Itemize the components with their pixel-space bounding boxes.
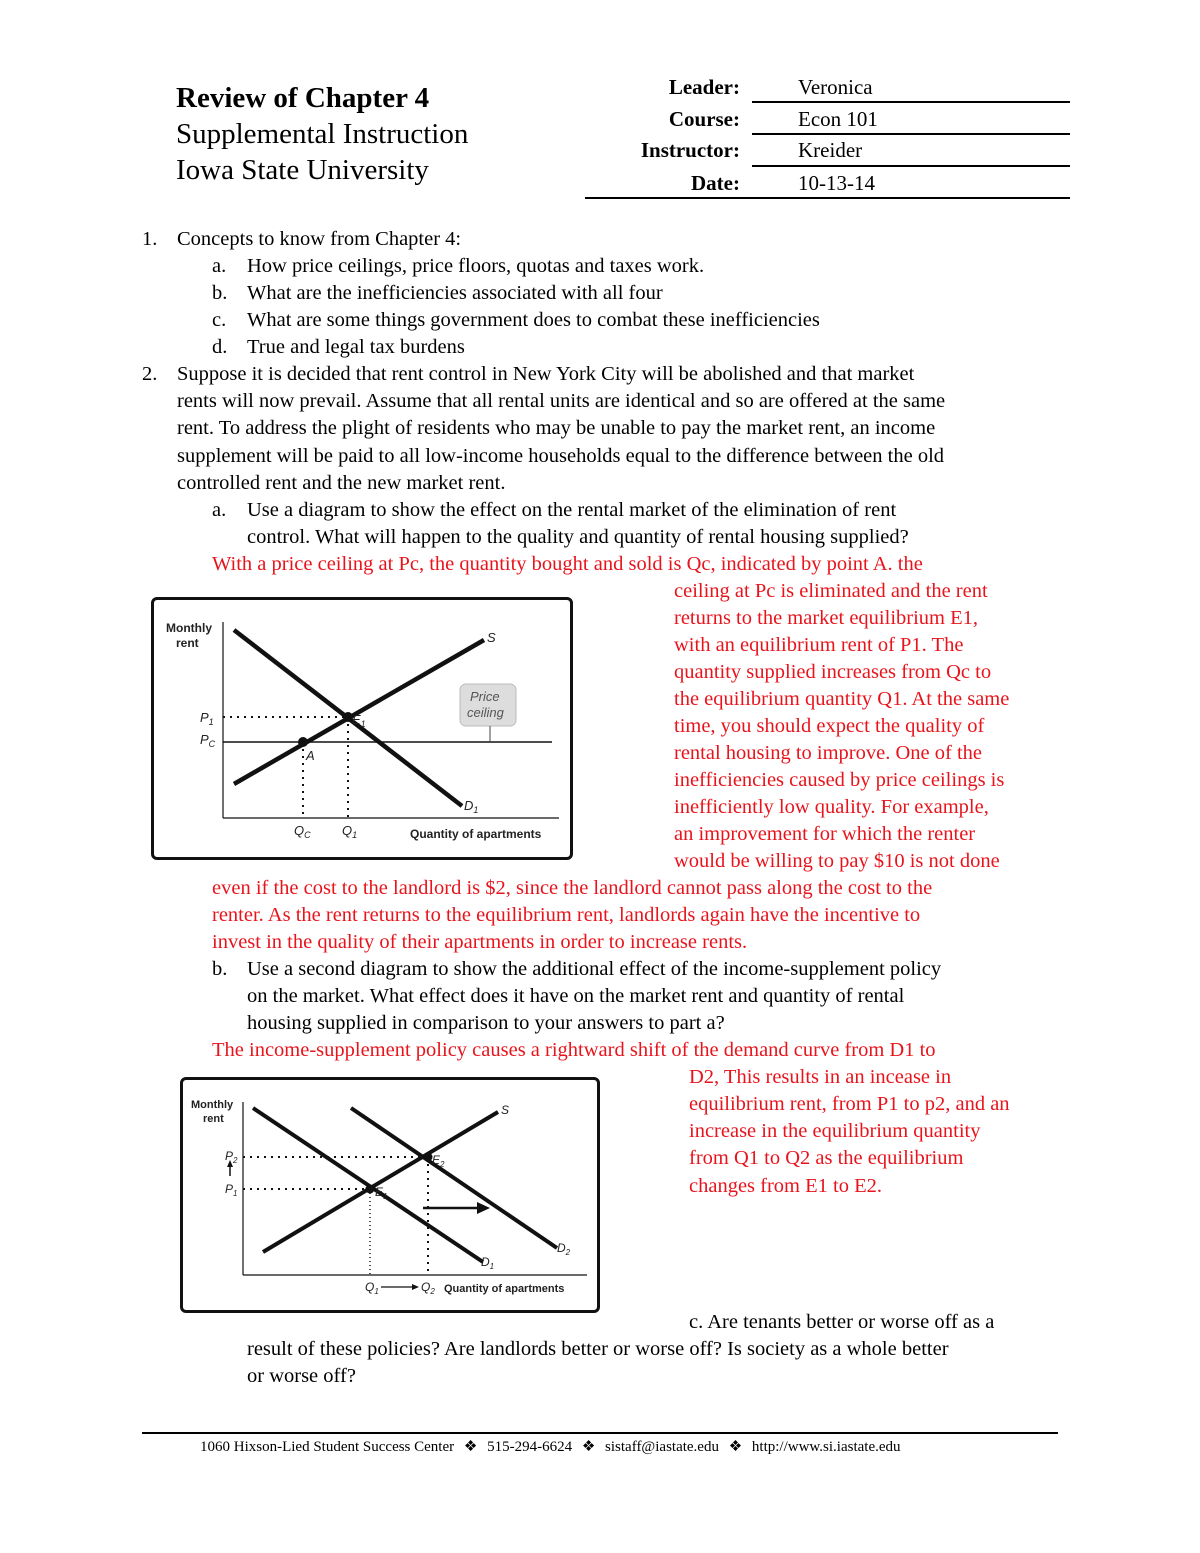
q1-text: Concepts to know from Chapter 4: (177, 228, 462, 250)
fig1-p1-label: $P_1$ (200, 710, 214, 727)
fig2-shift-arrowhead (477, 1202, 490, 1214)
fig1-ylabel-line2: rent (176, 636, 199, 650)
fig1-a-label: A (306, 748, 315, 763)
fig2-p1-label: $P_1$ (225, 1182, 238, 1198)
date-value: 10-13-14 (798, 171, 875, 195)
fig1-demand-label: $D_1$ (464, 798, 479, 815)
q2a-answer-side-line: ceiling at Pc is eliminated and the rent (674, 580, 988, 602)
footer-phone: 515-294-6624 (487, 1439, 573, 1455)
q1-item-text: What are some things government does to combat these inefficiencies (247, 309, 820, 331)
q2a-answer-side-line: inefficiencies caused by price ceilings is (674, 769, 1005, 791)
q2a-answer-side-line: would be willing to pay $10 is not done (674, 850, 1000, 872)
q2a-answer-side-line: with an equilibrium rent of P1. The (674, 634, 964, 656)
q2b-letter: b. (212, 958, 228, 980)
fig2-ylabel-line2: rent (203, 1113, 224, 1125)
fig1-xlabel: Quantity of apartments (410, 827, 542, 841)
leader-value: Veronica (798, 75, 873, 99)
q1-item-letter: c. (212, 309, 227, 331)
q2a-answer-side-line: inefficiently low quality. For example, (674, 796, 989, 818)
q2b-line: on the market. What effect does it have on the market rent and quantity of rental (247, 985, 905, 1007)
course-value: Econ 101 (798, 107, 878, 131)
course-label: Course: (668, 107, 740, 131)
q2c-line: or worse off? (247, 1365, 356, 1387)
fig1-ceiling-label-line2: ceiling (467, 705, 504, 720)
q2a-answer-line: renter. As the rent returns to the equilibrium rent, landlords again have the incentive to (212, 904, 921, 926)
fig2-d2-label: $D_2$ (557, 1241, 571, 1257)
footer-separator-icon: ❖ (581, 1439, 596, 1455)
price-ceiling-diagram (154, 600, 570, 857)
fig2-q2-label: $Q_2$ (421, 1280, 435, 1296)
fig1-supply-label: S (487, 630, 496, 645)
q1-number: 1. (142, 228, 158, 250)
q2a-answer-side-line: quantity supplied increases from Qc to (674, 661, 992, 683)
q2a-line: control. What will happen to the quality and quantity of rental housing supplied? (247, 526, 909, 548)
leader-label: Leader: (668, 75, 740, 99)
fig1-ceiling-label-line1: Price (470, 689, 500, 704)
course-underline (752, 133, 1070, 135)
document-title: Review of Chapter 4 (176, 82, 430, 114)
q2a-answer-side-line: time, you should expect the quality of (674, 715, 985, 737)
fig2-p2-label: $P_2$ (225, 1149, 238, 1165)
figure-income-supplement (180, 1077, 600, 1313)
document-subtitle-university: Iowa State University (176, 154, 429, 186)
footer-url-link[interactable]: http://www.si.iastate.edu (751, 1439, 901, 1455)
fig2-quantity-arrowhead (412, 1284, 419, 1290)
fig2-e1-label: $E_1$ (375, 1185, 388, 1201)
q2a-answer-side-line: rental housing to improve. One of the (674, 742, 983, 764)
q2a-answer-line: even if the cost to the landlord is $2, since the landlord cannot pass along the cost to the (212, 877, 933, 899)
fig1-qc-label: $Q_C$ (294, 823, 311, 840)
q2b-answer-side-line: D2, This results in an incease in (689, 1066, 952, 1088)
fig1-pc-label: $P_C$ (200, 732, 216, 749)
fig2-supply-label: S (501, 1103, 510, 1117)
document-subtitle-program: Supplemental Instruction (176, 118, 469, 150)
q2-line: rents will now prevail. Assume that all rental units are identical and so are offered at the same (177, 390, 946, 412)
q2-line: Suppose it is decided that rent control in New York City will be abolished and that market (177, 363, 915, 385)
footer-email[interactable]: sistaff@iastate.edu (605, 1439, 719, 1455)
q2b-answer-side-line: increase in the equilibrium quantity (689, 1120, 981, 1142)
q1-item-letter: b. (212, 282, 228, 304)
instructor-underline (752, 165, 1070, 167)
q2a-line: Use a diagram to show the effect on the rental market of the elimination of rent (247, 499, 897, 521)
q1-item-letter: a. (212, 255, 227, 277)
q2b-line: Use a second diagram to show the additional effect of the income-supplement policy (247, 958, 942, 980)
q2c-line: result of these policies? Are landlords better or worse off? Is society as a whole better (247, 1338, 949, 1360)
instructor-value: Kreider (798, 138, 863, 162)
date-label: Date: (691, 171, 740, 195)
q2a-answer-first-line: With a price ceiling at Pc, the quantity bought and sold is Qc, indicated by point A. the (212, 553, 923, 575)
q2a-answer-side-line: an improvement for which the renter (674, 823, 976, 845)
q2a-answer-side-line: returns to the market equilibrium E1, (674, 607, 979, 629)
q2a-letter: a. (212, 499, 227, 521)
fig1-ylabel-line1: Monthly (166, 621, 212, 635)
footer-contact (200, 1437, 901, 1456)
instructor-label: Instructor: (640, 138, 740, 162)
q2b-answer-side-line: from Q1 to Q2 as the equilibrium (689, 1147, 964, 1169)
fig2-e2-label: $E_2$ (432, 1153, 445, 1169)
fig1-point-a (298, 737, 308, 747)
q1-item-text: What are the inefficiencies associated with all four (247, 282, 663, 304)
q2b-answer-side-line: changes from E1 to E2. (689, 1175, 882, 1197)
footer-address: 1060 Hixson-Lied Student Success Center (200, 1439, 455, 1455)
demand-shift-diagram (183, 1080, 597, 1310)
fig2-demand-d2-curve (351, 1108, 557, 1248)
leader-underline (752, 101, 1070, 103)
figure-price-ceiling (151, 597, 573, 860)
footer-separator-icon: ❖ (463, 1439, 478, 1455)
fig2-xlabel: Quantity of apartments (444, 1283, 565, 1295)
q2a-answer-side-line: the equilibrium quantity Q1. At the same (674, 688, 1010, 710)
fig1-q1-label: $Q_1$ (342, 823, 358, 840)
fig2-q1-label: $Q_1$ (365, 1280, 379, 1296)
q1-item-letter: d. (212, 336, 228, 358)
q1-item-text: True and legal tax burdens (247, 336, 465, 358)
q2b-line: housing supplied in comparison to your answers to part a? (247, 1012, 725, 1034)
q2-line: supplement will be paid to all low-income households equal to the difference between the old (177, 445, 945, 467)
footer-separator-icon: ❖ (728, 1439, 743, 1455)
header-bottom-rule (585, 197, 1070, 199)
q2-line: rent. To address the plight of residents who may be unable to pay the market rent, an income (177, 417, 936, 439)
q1-item-text: How price ceilings, price floors, quotas and taxes work. (247, 255, 705, 277)
q2-number: 2. (142, 363, 158, 385)
q2c-first-line: c. Are tenants better or worse off as a (689, 1311, 995, 1333)
q2a-answer-line: invest in the quality of their apartments in order to increase rents. (212, 931, 748, 953)
fig2-d1-label: $D_1$ (481, 1255, 495, 1271)
fig2-ylabel-line1: Monthly (191, 1099, 234, 1111)
fig2-point-e1 (366, 1185, 375, 1194)
q2-line: controlled rent and the new market rent. (177, 472, 506, 494)
footer-rule (142, 1432, 1058, 1434)
q2b-answer-first-line: The income-supplement policy causes a rightward shift of the demand curve from D1 to (212, 1039, 936, 1061)
fig1-e1-label: $E_1$ (352, 712, 366, 729)
q2b-answer-side-line: equilibrium rent, from P1 to p2, and an (689, 1093, 1010, 1115)
